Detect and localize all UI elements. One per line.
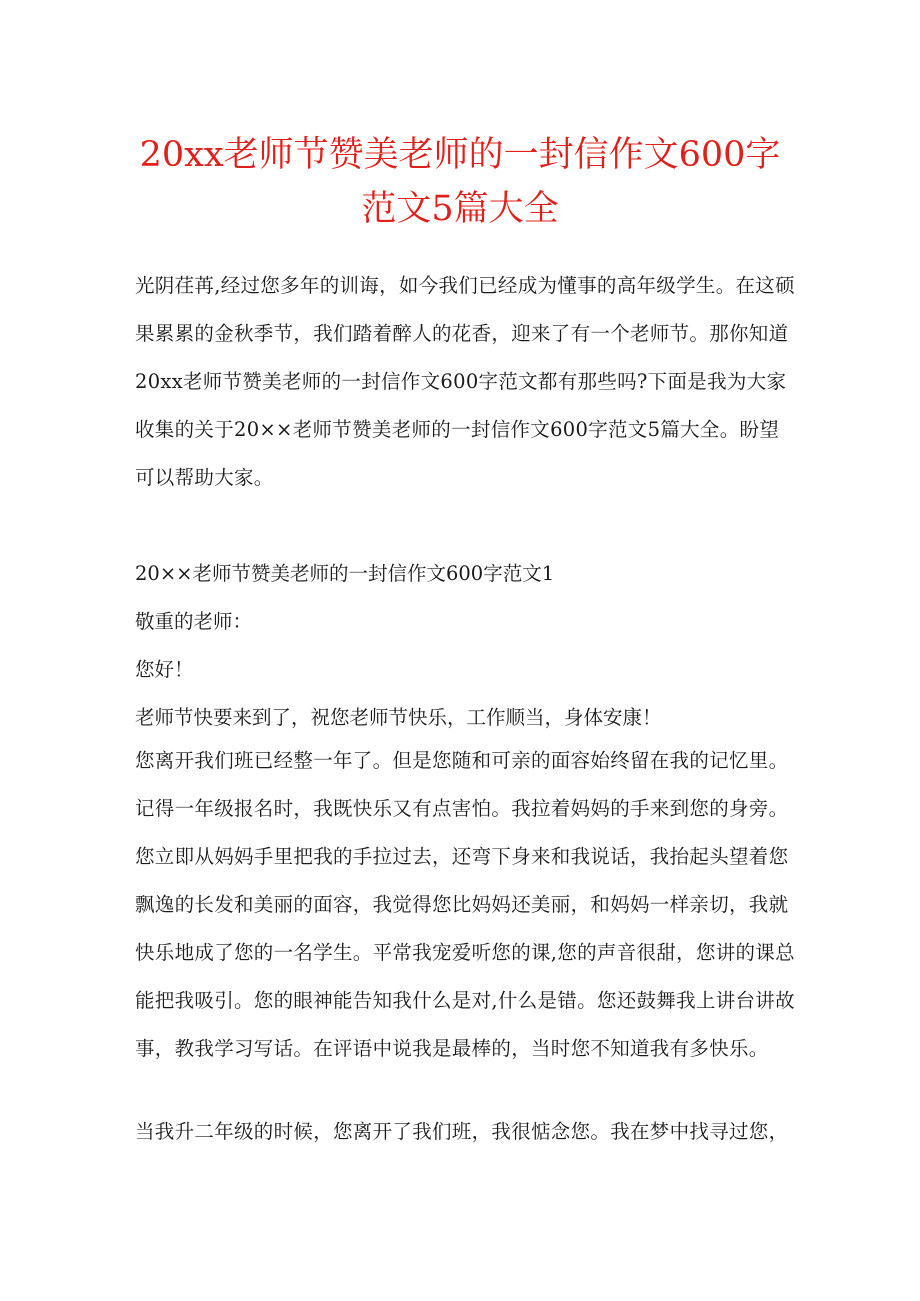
letter-greeting: 您好！ [135,658,194,681]
section-heading: 20××老师节赞美老师的一封信作文600字范文1 [135,562,555,585]
letter-salutation: 敬重的老师： [135,610,253,633]
letter-body-paragraph-2: 当我升二年级的时候，您离开了我们班，我很惦念您。我在梦中找寻过您， [135,1120,789,1143]
letter-body-paragraph-1: 您离开我们班已经整一年了。但是您随和可亲的面容始终留在我的记忆里。记得一年级报名时，我既快乐又有点害怕。我拉着妈妈的手来到您的身旁。您立即从妈妈手里把我的手拉过去，还弯下身来和我说话，我抬起头望着您飘逸的长发和美丽的面容，我觉得您比妈妈还美丽，和妈妈一样亲切，我就快乐地成了您的一名学生。平常我宠爱听您的课,您的声音很甜，您讲的课总能把我吸引。您的眼神能告知我什么是对,什么是错。您还鼓舞我上讲台讲故事，教我学习写话。在评语中说我是最棒的，当时您不知道我有多快乐。 [135,749,795,1060]
intro-paragraph: 光阴荏苒,经过您多年的训诲，如今我们已经成为懂事的高年级学生。在这硕果累累的金秋季节，我们踏着醉人的花香，迎来了有一个老师节。那你知道20xx老师节赞美老师的一封信作文600字范文都有那些吗?下面是我为大家收集的关于20××老师节赞美老师的一封信作文600字范文5篇大全。盼望可以帮助大家。 [135,274,795,489]
title-line-2: 范文5篇大全 [361,189,559,229]
document-title [120,128,800,236]
title-line-1: 20xx老师节赞美老师的一封信作文600字 [139,135,781,175]
letter-wish: 老师节快要来到了，祝您老师节快乐，工作顺当，身体安康！ [135,706,662,729]
